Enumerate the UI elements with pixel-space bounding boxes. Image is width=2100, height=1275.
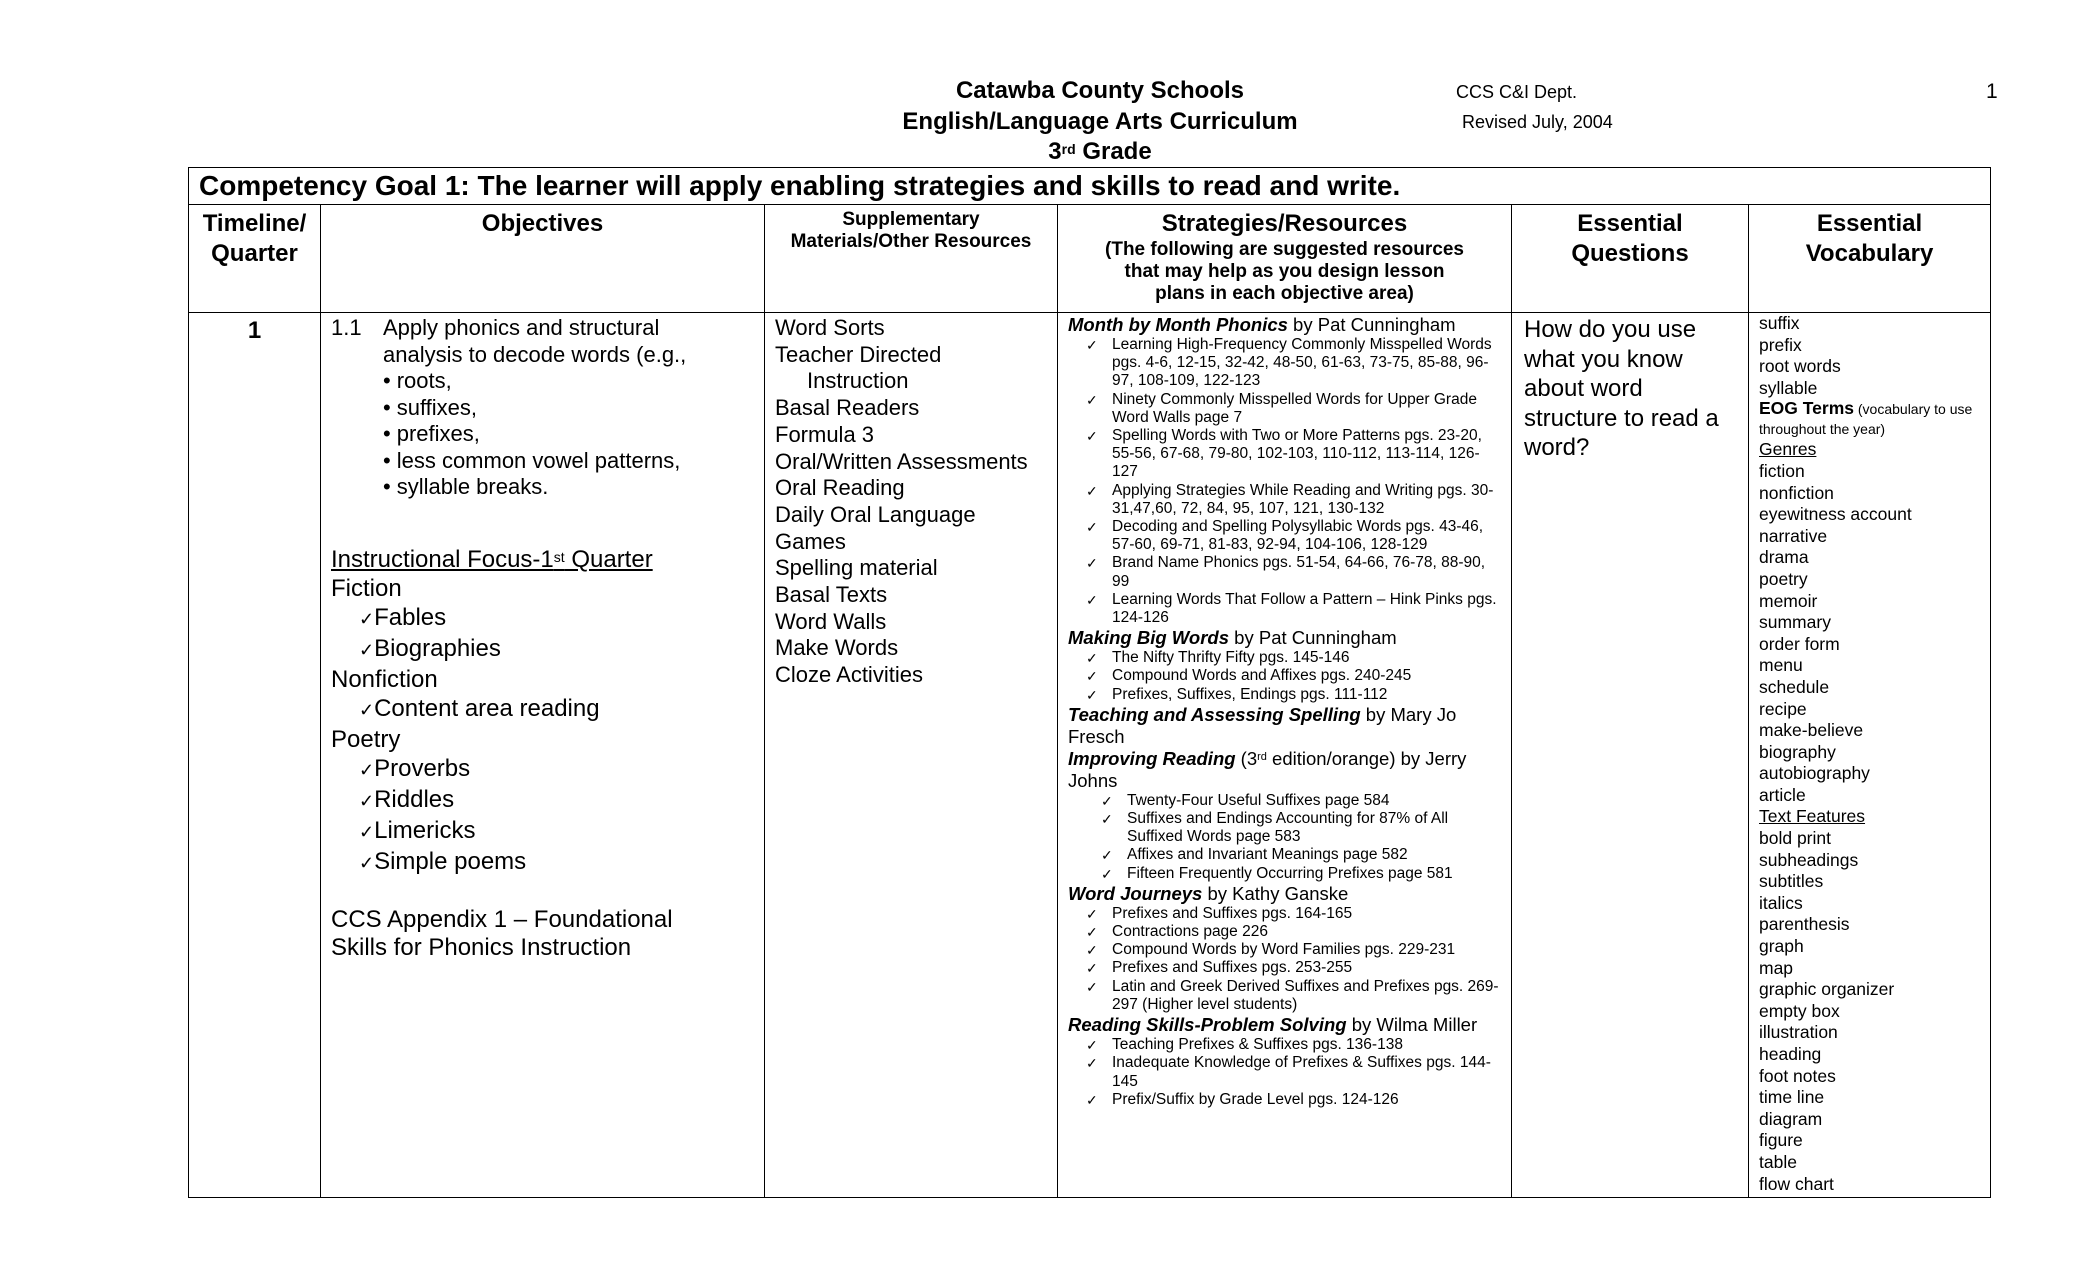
list-item: recipe — [1759, 698, 1807, 719]
column-header-row — [189, 205, 1991, 313]
list-item: italics — [1759, 892, 1803, 913]
genre-nonfiction: Nonfiction — [331, 665, 438, 693]
list-item: ✓ Learning Words That Follow a Pattern – Hink Pinks pgs. 124-126 — [1112, 591, 1503, 627]
list-item: ✓ Suffixes and Endings Accounting for 87% of All Suffixed Words page 583 — [1127, 810, 1503, 846]
supplementary-cell — [765, 313, 1058, 1198]
list-item: ✓ Contractions page 226 — [1112, 923, 1503, 941]
list-item: Formula 3 — [775, 421, 875, 447]
list-item: • syllable breaks. — [383, 474, 754, 501]
list-item: Oral Reading — [775, 475, 905, 501]
list-item: bold print — [1759, 828, 1831, 849]
list-item: summary — [1759, 612, 1831, 633]
book-improving-reading: Improving Reading (3rd edition/orange) by Jerry Johns — [1068, 747, 1467, 791]
header-questions: Essential Questions — [1512, 205, 1749, 313]
list-item: ✓ Fables — [331, 603, 754, 634]
essential-question: How do you use what you know about word structure to read a word? — [1512, 313, 1749, 1198]
header-supplementary: Supplementary Materials/Other Resources — [765, 205, 1058, 313]
instructional-focus: Instructional Focus-1st Quarter — [331, 545, 653, 573]
list-item: ✓ Compound Words by Word Families pgs. 229-231 — [1112, 941, 1503, 959]
list-item: ✓ Inadequate Knowledge of Prefixes & Suffixes pgs. 144-145 — [1112, 1054, 1503, 1090]
genre-poetry: Poetry — [331, 725, 401, 753]
list-item: ✓ Ninety Commonly Misspelled Words for Upper Grade Word Walls page 7 — [1112, 391, 1503, 427]
list-item: ✓ Prefixes and Suffixes pgs. 253-255 — [1112, 959, 1503, 977]
list-item: syllable — [1759, 377, 1818, 398]
list-item: Instruction — [807, 368, 909, 394]
book-month-by-month-phonics: Month by Month Phonics by Pat Cunningham — [1068, 314, 1456, 335]
list-item: Cloze Activities — [775, 662, 923, 688]
header-timeline: Timeline/ Quarter — [189, 205, 321, 313]
list-item: ✓ Decoding and Spelling Polysyllabic Words pgs. 43-46, 57-60, 69-71, 81-83, 92-94, 104-106, 128-129 — [1112, 518, 1503, 554]
text-features-heading: Text Features — [1759, 806, 1866, 827]
list-item: ✓ The Nifty Thrifty Fifty pgs. 145-146 — [1112, 649, 1503, 667]
list-item: Daily Oral Language — [775, 501, 976, 527]
list-item: table — [1759, 1151, 1797, 1172]
revision-date: Revised July, 2004 — [1462, 112, 1613, 132]
list-item: ✓ Compound Words and Affixes pgs. 240-245 — [1112, 667, 1503, 685]
list-item: foot notes — [1759, 1065, 1836, 1086]
list-item: graphic organizer — [1759, 979, 1895, 1000]
list-item: memoir — [1759, 590, 1818, 611]
book-teaching-assessing-spelling: Teaching and Assessing Spelling by Mary Jo Fresch — [1068, 703, 1457, 747]
grade-suffix: rd — [1061, 141, 1076, 157]
list-item: ✓ Prefixes, Suffixes, Endings pgs. 111-112 — [1112, 686, 1503, 704]
objective-number: 1.1 — [331, 315, 362, 340]
strategy-list — [1068, 336, 1503, 627]
list-item: order form — [1759, 633, 1840, 654]
list-item: Basal Texts — [775, 582, 888, 608]
curriculum-table — [188, 167, 1991, 1198]
list-item: ✓ Riddles — [331, 785, 754, 816]
list-item: menu — [1759, 655, 1803, 676]
list-item: root words — [1759, 356, 1841, 377]
list-item: Oral/Written Assessments — [775, 448, 1028, 474]
competency-goal: Competency Goal 1: The learner will apply enabling strategies and skills to read and write. — [189, 168, 1991, 205]
list-item: biography — [1759, 741, 1836, 762]
list-item: • less common vowel patterns, — [383, 448, 754, 475]
genre-fiction: Fiction — [331, 574, 402, 602]
list-item: ✓ Biographies — [331, 634, 754, 665]
list-item: map — [1759, 957, 1794, 978]
list-item: • suffixes, — [383, 395, 754, 422]
list-item: time line — [1759, 1087, 1825, 1108]
list-item: empty box — [1759, 1000, 1840, 1021]
page-number: 1 — [1986, 80, 1998, 103]
department-label: CCS C&I Dept. — [1456, 82, 1578, 102]
strategy-list — [1068, 1036, 1503, 1109]
header-strategies: Strategies/Resources (The following are suggested resources that may help as you design lesson plans in each objective area) — [1058, 205, 1512, 313]
list-item: fiction — [1759, 460, 1805, 481]
strategy-list — [1068, 905, 1503, 1014]
list-item: Spelling material — [775, 555, 938, 581]
list-item: ✓ Prefix/Suffix by Grade Level pgs. 124-126 — [1112, 1091, 1503, 1109]
objective-text-line2: analysis to decode words (e.g., — [383, 341, 687, 367]
list-item: ✓ Twenty-Four Useful Suffixes page 584 — [1127, 792, 1503, 810]
list-item: ✓ Affixes and Invariant Meanings page 582 — [1127, 846, 1503, 864]
grade-number: 3 — [1048, 138, 1062, 165]
list-item: Word Sorts — [775, 315, 885, 340]
list-item: heading — [1759, 1044, 1822, 1064]
district-title: Catawba County Schools — [955, 77, 1245, 104]
list-item: ✓ Proverbs — [331, 754, 754, 785]
eog-terms: EOG Terms (vocabulary to use throughout the year) — [1759, 398, 1973, 438]
list-item: eyewitness account — [1759, 504, 1912, 525]
list-item: prefix — [1759, 334, 1802, 355]
list-item: ✓ Content area reading — [331, 694, 754, 725]
grade-title — [700, 136, 1500, 167]
objective-list — [331, 368, 754, 501]
list-item: subheadings — [1759, 849, 1859, 870]
list-item: ✓ Prefixes and Suffixes pgs. 164-165 — [1112, 905, 1503, 923]
quarter-cell: 1 — [189, 313, 321, 1198]
list-item: ✓ Learning High-Frequency Commonly Misspelled Words pgs. 4-6, 12-15, 32-42, 48-50, 61-63, 73-75, 85-88, 96-97, 108-109, 122-123 — [1112, 336, 1503, 391]
list-item: figure — [1759, 1130, 1803, 1151]
list-item: ✓ Latin and Greek Derived Suffixes and Prefixes pgs. 269-297 (Higher level students) — [1112, 978, 1503, 1014]
list-item: ✓ Limericks — [331, 816, 754, 847]
table-row — [189, 313, 1991, 1198]
list-item: ✓ Teaching Prefixes & Suffixes pgs. 136-138 — [1112, 1036, 1503, 1054]
list-item: Teacher Directed — [775, 341, 942, 367]
list-item: • roots, — [383, 368, 754, 395]
list-item: ✓ Simple poems — [331, 847, 754, 878]
genres-heading: Genres — [1759, 439, 1817, 460]
list-item: ✓ Applying Strategies While Reading and Writing pgs. 30-31,47,60, 72, 84, 95, 107, 121, 130-132 — [1112, 482, 1503, 518]
list-item: drama — [1759, 547, 1809, 568]
list-item: Make Words — [775, 635, 899, 661]
list-item: poetry — [1759, 568, 1808, 589]
list-item: ✓ Spelling Words with Two or More Patterns pgs. 23-20, 55-56, 67-68, 79-80, 102-103, 110-112, 113-114, 126-127 — [1112, 427, 1503, 482]
list-item: subtitles — [1759, 871, 1824, 892]
objectives-cell — [321, 313, 765, 1198]
grade-word: Grade — [1082, 138, 1152, 165]
list-item: • prefixes, — [383, 421, 754, 448]
curriculum-title: English/Language Arts Curriculum — [902, 108, 1298, 135]
strategy-list — [1068, 792, 1503, 883]
list-item: Games — [775, 528, 846, 554]
list-item: narrative — [1759, 525, 1828, 546]
list-item: make-believe — [1759, 720, 1864, 741]
book-reading-skills-problem-solving: Reading Skills-Problem Solving by Wilma Miller — [1068, 1014, 1478, 1036]
list-item: suffix — [1759, 313, 1800, 333]
list-item: graph — [1759, 936, 1804, 957]
header-vocabulary: Essential Vocabulary — [1749, 205, 1991, 313]
list-item: parenthesis — [1759, 914, 1850, 935]
list-item: Basal Readers — [775, 395, 920, 421]
list-item: article — [1759, 784, 1806, 805]
list-item: ✓ Brand Name Phonics pgs. 51-54, 64-66, 76-78, 88-90, 99 — [1112, 554, 1503, 590]
vocabulary-cell — [1749, 313, 1991, 1198]
objective-text-line1: Apply phonics and structural — [383, 315, 660, 340]
book-word-journeys: Word Journeys by Kathy Ganske — [1068, 882, 1349, 904]
list-item: diagram — [1759, 1108, 1823, 1129]
list-item: schedule — [1759, 676, 1830, 697]
list-item: ✓ Fifteen Frequently Occurring Prefixes page 581 — [1127, 865, 1503, 883]
list-item: Word Walls — [775, 608, 887, 634]
list-item: flow chart — [1759, 1173, 1834, 1194]
header-objectives: Objectives — [321, 205, 765, 313]
book-making-big-words: Making Big Words by Pat Cunningham — [1068, 627, 1397, 649]
strategy-list — [1068, 649, 1503, 704]
list-item: autobiography — [1759, 763, 1870, 784]
appendix-reference: CCS Appendix 1 – Foundational Skills for Phonics Instruction — [331, 905, 673, 961]
list-item: nonfiction — [1759, 482, 1834, 503]
list-item: illustration — [1759, 1022, 1838, 1043]
strategies-cell — [1058, 313, 1512, 1198]
